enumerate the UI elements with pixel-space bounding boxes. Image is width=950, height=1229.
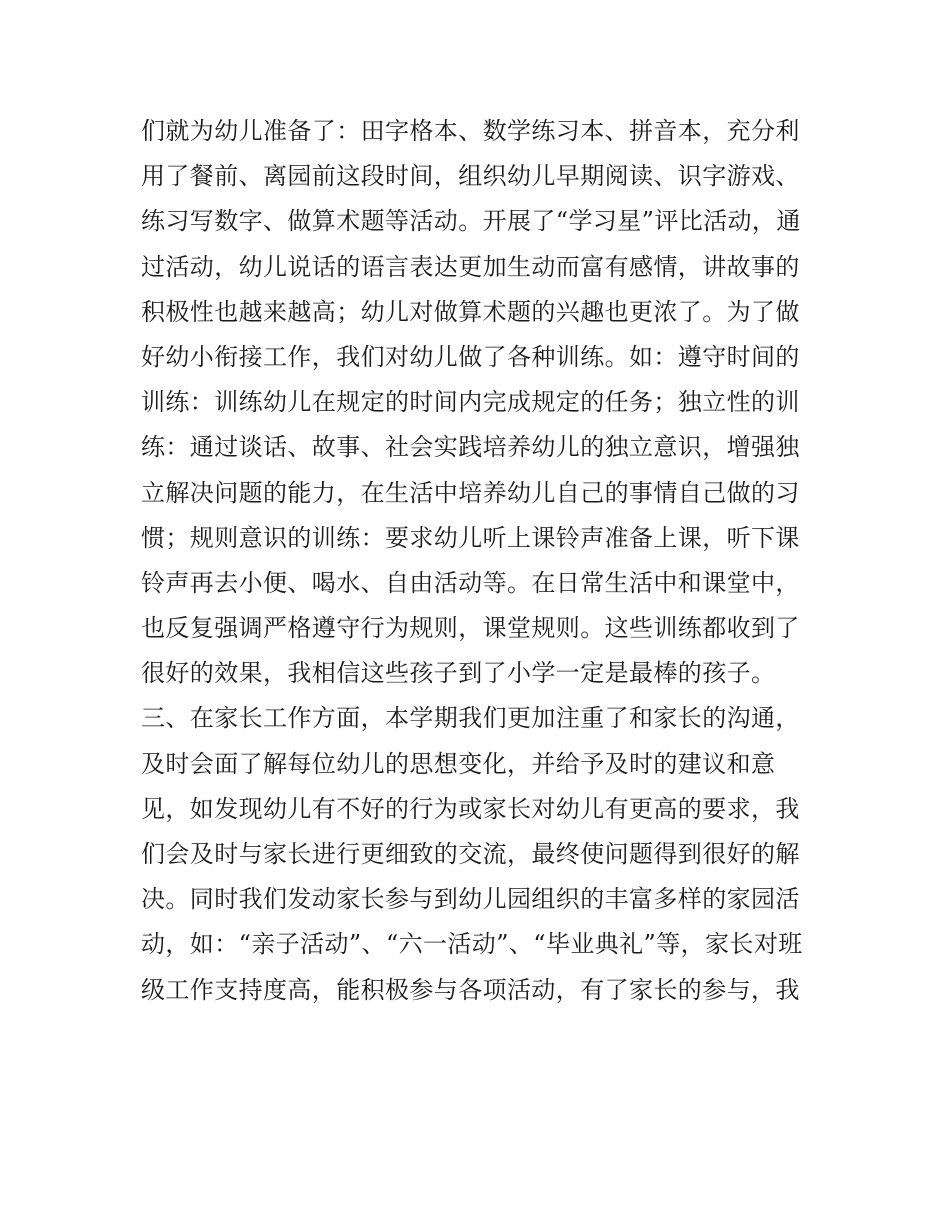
text-line-5: 积极性也越来越高；幼儿对做算术题的兴趣也更浓了。为了做 — [141, 297, 800, 326]
text-line-20: 级工作支持度高，能积极参与各项活动，有了家长的参与，我 — [141, 975, 800, 1004]
text-line-15: 及时会面了解每位幼儿的思想变化，并给予及时的建议和意 — [141, 749, 776, 778]
text-line-6: 好幼小衔接工作，我们对幼儿做了各种训练。如：遵守时间的 — [141, 342, 800, 371]
text-line-8: 练：通过谈话、故事、社会实践培养幼儿的独立意识，增强独 — [141, 433, 800, 462]
text-line-7: 训练：训练幼儿在规定的时间内完成规定的任务；独立性的训 — [141, 388, 800, 417]
text-line-13: 很好的效果，我相信这些孩子到了小学一定是最棒的孩子。 — [141, 659, 776, 688]
text-line-11: 铃声再去小便、喝水、自由活动等。在日常生活中和课堂中， — [141, 568, 800, 597]
text-line-14: 三、在家长工作方面，本学期我们更加注重了和家长的沟通， — [141, 704, 800, 733]
text-line-10: 惯；规则意识的训练：要求幼儿听上课铃声准备上课，听下课 — [141, 523, 800, 552]
text-line-9: 立解决问题的能力，在生活中培养幼儿自己的事情自己做的习 — [141, 478, 800, 507]
text-line-16: 见，如发现幼儿有不好的行为或家长对幼儿有更高的要求，我 — [141, 794, 800, 823]
text-line-1: 们就为幼儿准备了：田字格本、数学练习本、拼音本，充分利 — [141, 117, 800, 145]
text-line-19: 动，如：“亲子活动”、“六一活动”、“毕业典礼”等，家长对班 — [141, 930, 803, 959]
text-line-12: 也反复强调严格遵守行为规则，课堂规则。这些训练都收到了 — [141, 614, 800, 643]
text-line-3: 练习写数字、做算术题等活动。开展了“学习星”评比活动，通 — [141, 207, 801, 236]
text-line-17: 们会及时与家长进行更细致的交流，最终使问题得到很好的解 — [141, 840, 800, 868]
text-line-4: 过活动，幼儿说话的语言表达更加生动而富有感情，讲故事的 — [141, 252, 800, 281]
text-line-18: 决。同时我们发动家长参与到幼儿园组织的丰富多样的家园活 — [141, 885, 800, 914]
text-line-2: 用了餐前、离园前这段时间，组织幼儿早期阅读、识字游戏、 — [141, 162, 800, 191]
body-text — [141, 109, 821, 1013]
